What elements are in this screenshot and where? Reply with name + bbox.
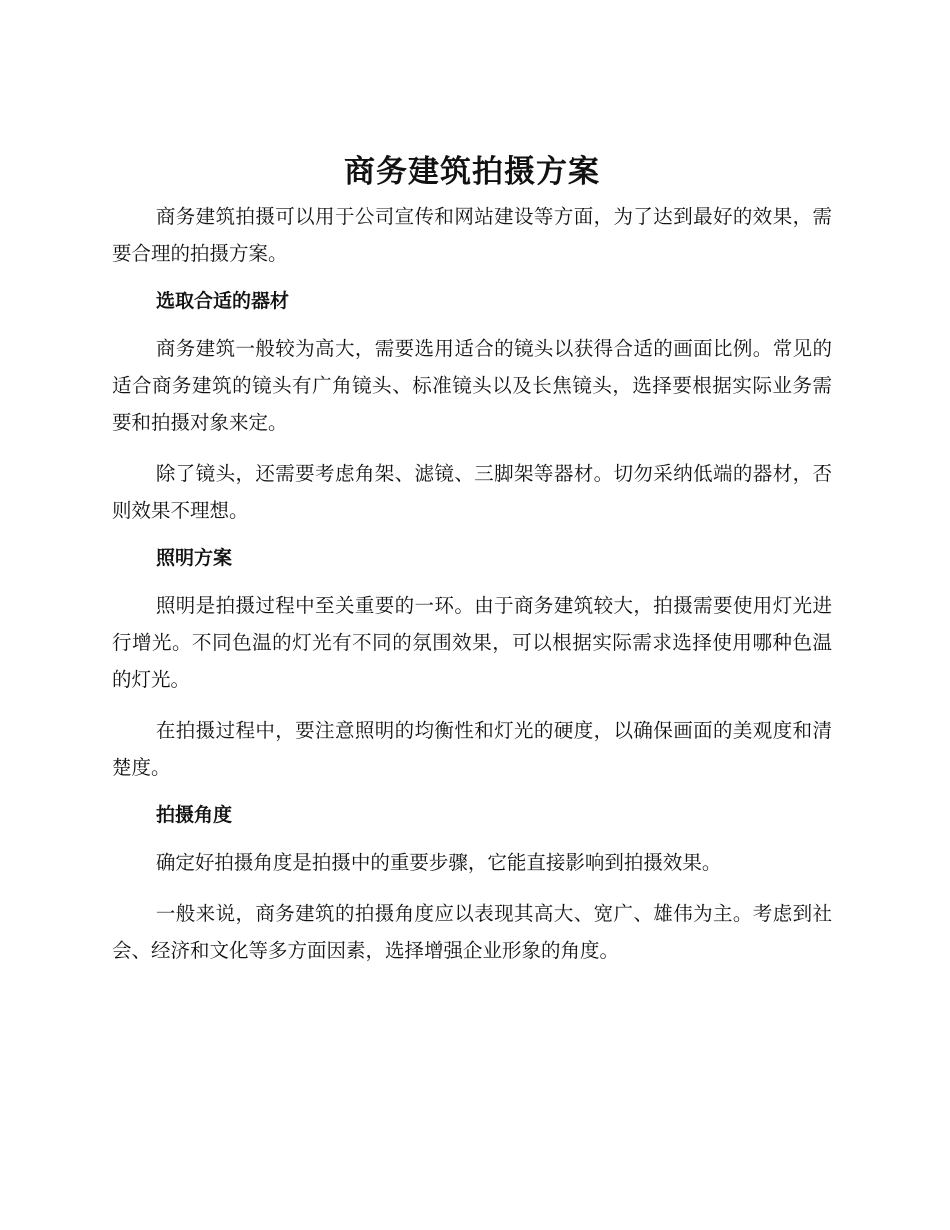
document-title: 商务建筑拍摄方案 — [344, 154, 600, 190]
angle-paragraph-2: 一般来说，商务建筑的拍摄角度应以表现其高大、宽广、雄伟为主。考虑到社会、经济和文化等多方面因素，选择增强企业形象的角度。 — [112, 902, 832, 962]
angle-paragraph-1: 确定好拍摄角度是拍摄中的重要步骤，它能直接影响到拍摄效果。 — [155, 851, 722, 874]
equipment-paragraph-2: 除了镜头，还需要考虑角架、滤镜、三脚架等器材。切勿采纳低端的器材，否则效果不理想。 — [112, 462, 832, 522]
lighting-paragraph-1: 照明是拍摄过程中至关重要的一环。由于商务建筑较大，拍摄需要使用灯光进行增光。不同色温的灯光有不同的氛围效果，可以根据实际需求选择使用哪种色温的灯光。 — [112, 594, 832, 691]
section-heading-angle: 拍摄角度 — [156, 804, 233, 826]
equipment-paragraph-1: 商务建筑一般较为高大，需要选用适合的镜头以获得合适的画面比例。常见的适合商务建筑的镜头有广角镜头、标准镜头以及长焦镜头，选择要根据实际业务需要和拍摄对象来定。 — [112, 337, 832, 434]
document-page — [112, 150, 832, 983]
section-heading-equipment: 选取合适的器材 — [156, 290, 290, 312]
lighting-paragraph-2: 在拍摄过程中，要注意照明的均衡性和灯光的硬度，以确保画面的美观度和清楚度。 — [112, 719, 832, 779]
intro-paragraph: 商务建筑拍摄可以用于公司宣传和网站建设等方面，为了达到最好的效果，需要合理的拍摄方案。 — [112, 205, 832, 265]
section-heading-lighting: 照明方案 — [156, 547, 233, 569]
